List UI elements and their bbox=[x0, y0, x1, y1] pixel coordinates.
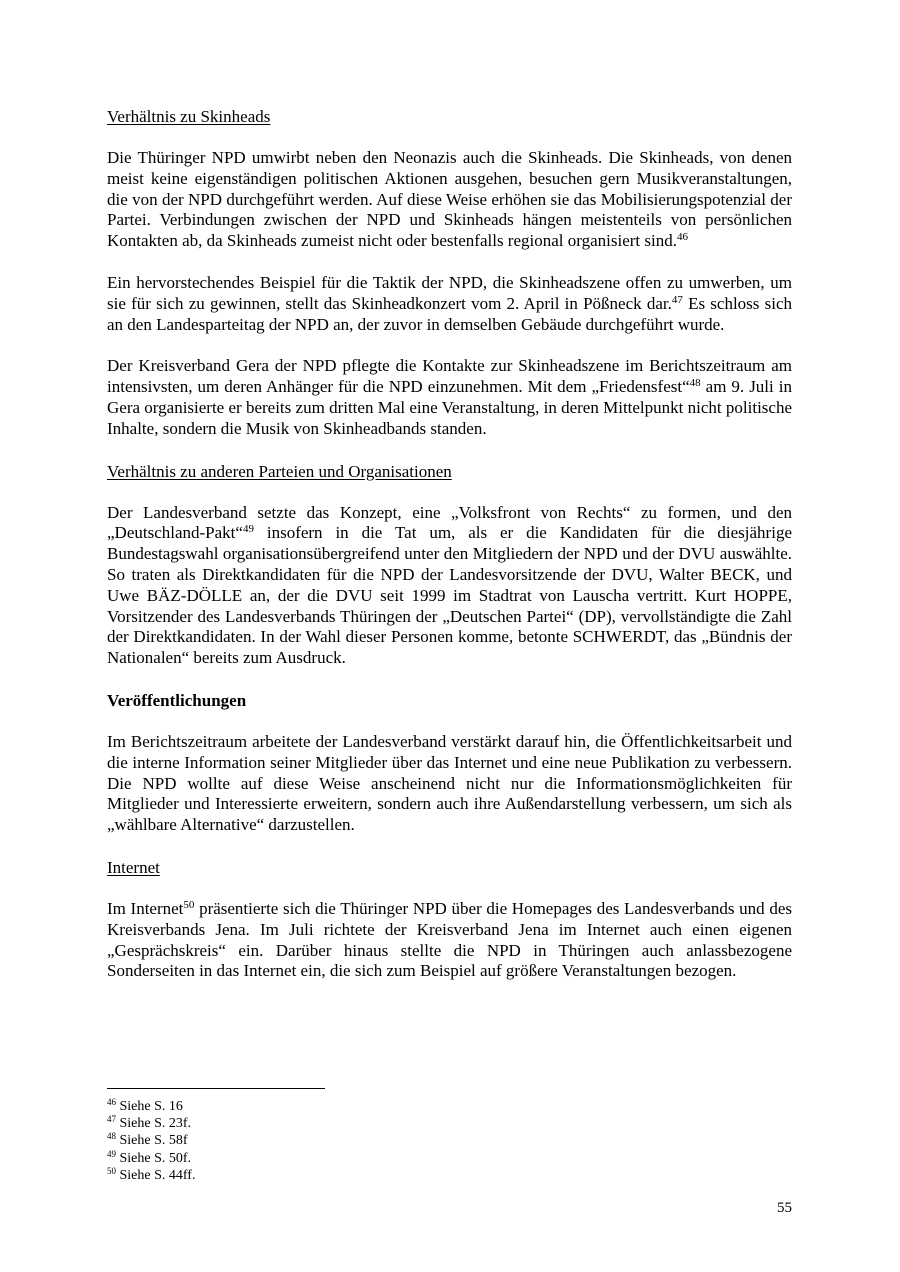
footnote-text: Siehe S. 16 bbox=[116, 1099, 183, 1114]
paragraph-text: Die Thüringer NPD umwirbt neben den Neonazis auch die Skinheads. Die Skinheads, von denen meist keine eigenständigen politischen Aktionen ausgehen, besuchen gern Musikveranstaltungen, die von der NPD durchgeführt werden. Auf diese Weise erhöhen sie das Mobilisierungspotenzial der Partei. Verbindungen zwischen der NPD und Skinheads hängen meistenteils von persönlichen Kontakten ab, da Skinheads zumeist nicht oder bestenfalls regional organisiert sind. bbox=[107, 148, 792, 251]
page-number: 55 bbox=[777, 1200, 792, 1216]
paragraph-skinheads-3 bbox=[107, 356, 792, 439]
paragraph-veroeffentlichungen-1 bbox=[107, 732, 792, 836]
footnote-number: 46 bbox=[107, 1097, 116, 1107]
footnote-50 bbox=[107, 1167, 507, 1184]
footnote-text: Siehe S. 50f. bbox=[116, 1150, 192, 1166]
paragraph-text: Der Kreisverband Gera der NPD pflegte die Kontakte zur Skinheadszene im Berichtszeitraum am intensivsten, um deren Anhänger für die NPD einzunehmen. Mit dem „Friedensfest“ bbox=[107, 356, 792, 397]
footnote-separator bbox=[107, 1088, 325, 1089]
paragraph-skinheads-2 bbox=[107, 273, 792, 335]
paragraph-text-continued: Es schloss sich an den Landesparteitag der NPD an, der zuvor in demselben Gebäude durchgeführt wurde. bbox=[107, 293, 792, 334]
paragraph-text-continued: insofern in die Tat um, als er die Kandidaten für die diesjährige Bundestagswahl organisationsübergreifend unter den Mitgliedern der NPD und der DVU auswählte. So traten als Direktkandidaten für die NPD der Landesvorsitzende der DVU, Walter BECK, und Uwe BÄZ-DÖLLE an, der die DVU seit 1999 im Stadtrat von Lauscha vertritt. Kurt HOPPE, Vorsitzender des Landesverbands Thüringen der „Deutschen Partei“ (DP), vervollständigte die Zahl der Direktkandidaten. In der Wahl dieser Personen komme, betonte SCHWERDT, das „Bündnis der Nationalen“ bereits zum Ausdruck. bbox=[107, 523, 792, 668]
footnote-ref-46[interactable]: 46 bbox=[677, 231, 688, 244]
footnote-text: Siehe S. 44ff. bbox=[116, 1167, 196, 1183]
footnote-49 bbox=[107, 1150, 507, 1167]
footnote-number: 50 bbox=[107, 1165, 116, 1176]
paragraph-text: Im Berichtszeitraum arbeitete der Landesverband verstärkt darauf hin, die Öffentlichkeitsarbeit und die interne Information seiner Mitglieder über das Internet und eine neue Publikation zu verbessern. Die NPD wollte auf diese Weise anscheinend nicht nur die Informationsmöglichkeiten für Mitglieder und Interessierte erweitern, sondern auch ihre Außendarstellung verbessern, um sich als „wählbare Alternative“ darzustellen. bbox=[107, 731, 792, 835]
heading-skinheads: Verhältnis zu Skinheads bbox=[107, 107, 271, 126]
paragraph-text-continued: am 9. Juli in Gera organisierte er bereits zum dritten Mal eine Veranstaltung, in deren Mittelpunkt nicht politische Inhalte, sondern die Musik von Skinheadbands standen. bbox=[107, 377, 792, 438]
paragraph-text: Der Landesverband setzte das Konzept, eine „Volksfront von Rechts“ zu formen, und den „Deutschland-Pakt“ bbox=[107, 502, 792, 543]
footnote-47 bbox=[107, 1115, 507, 1132]
paragraph-internet-1 bbox=[107, 899, 792, 982]
footnote-number: 49 bbox=[107, 1148, 116, 1159]
footnote-ref-49[interactable]: 49 bbox=[242, 523, 254, 536]
heading-parteien: Verhältnis zu anderen Parteien und Organisationen bbox=[107, 461, 452, 481]
footnote-ref-48[interactable]: 48 bbox=[689, 377, 701, 390]
footnote-ref-47[interactable]: 47 bbox=[671, 293, 683, 306]
document-body bbox=[107, 106, 792, 1003]
footnote-text: Siehe S. 58f bbox=[116, 1133, 188, 1149]
paragraph-text: Im Internet bbox=[107, 898, 184, 918]
footnote-46 bbox=[107, 1098, 507, 1115]
footnote-number: 48 bbox=[107, 1131, 116, 1142]
footnote-text: Siehe S. 23f. bbox=[116, 1116, 192, 1132]
paragraph-skinheads-1 bbox=[107, 148, 792, 252]
heading-veroeffentlichungen: Veröffentlichungen bbox=[107, 690, 247, 710]
footnotes bbox=[107, 1098, 507, 1184]
footnote-ref-50[interactable]: 50 bbox=[183, 898, 195, 911]
paragraph-parteien-1 bbox=[107, 503, 792, 669]
paragraph-text-continued: präsentierte sich die Thüringer NPD über die Homepages des Landesverbands und des Kreisverbands Jena. Im Juli richtete der Kreisverband Jena im Internet auch einen eigenen „Gesprächskreis“ ein. Darüber hinaus stellte die NPD in Thüringen auch anlassbezogene Sonderseiten in das Internet ein, die sich zum Beispiel auf größere Veranstaltungen bezogen. bbox=[107, 898, 792, 981]
footnote-48 bbox=[107, 1132, 507, 1149]
heading-internet: Internet bbox=[107, 857, 160, 877]
paragraph-text: Ein hervorstechendes Beispiel für die Taktik der NPD, die Skinheadszene offen zu umwerben, um sie für sich zu gewinnen, stellt das Skinheadkonzert vom 2. April in Pößneck dar. bbox=[107, 272, 792, 313]
footnote-number: 47 bbox=[107, 1114, 116, 1125]
